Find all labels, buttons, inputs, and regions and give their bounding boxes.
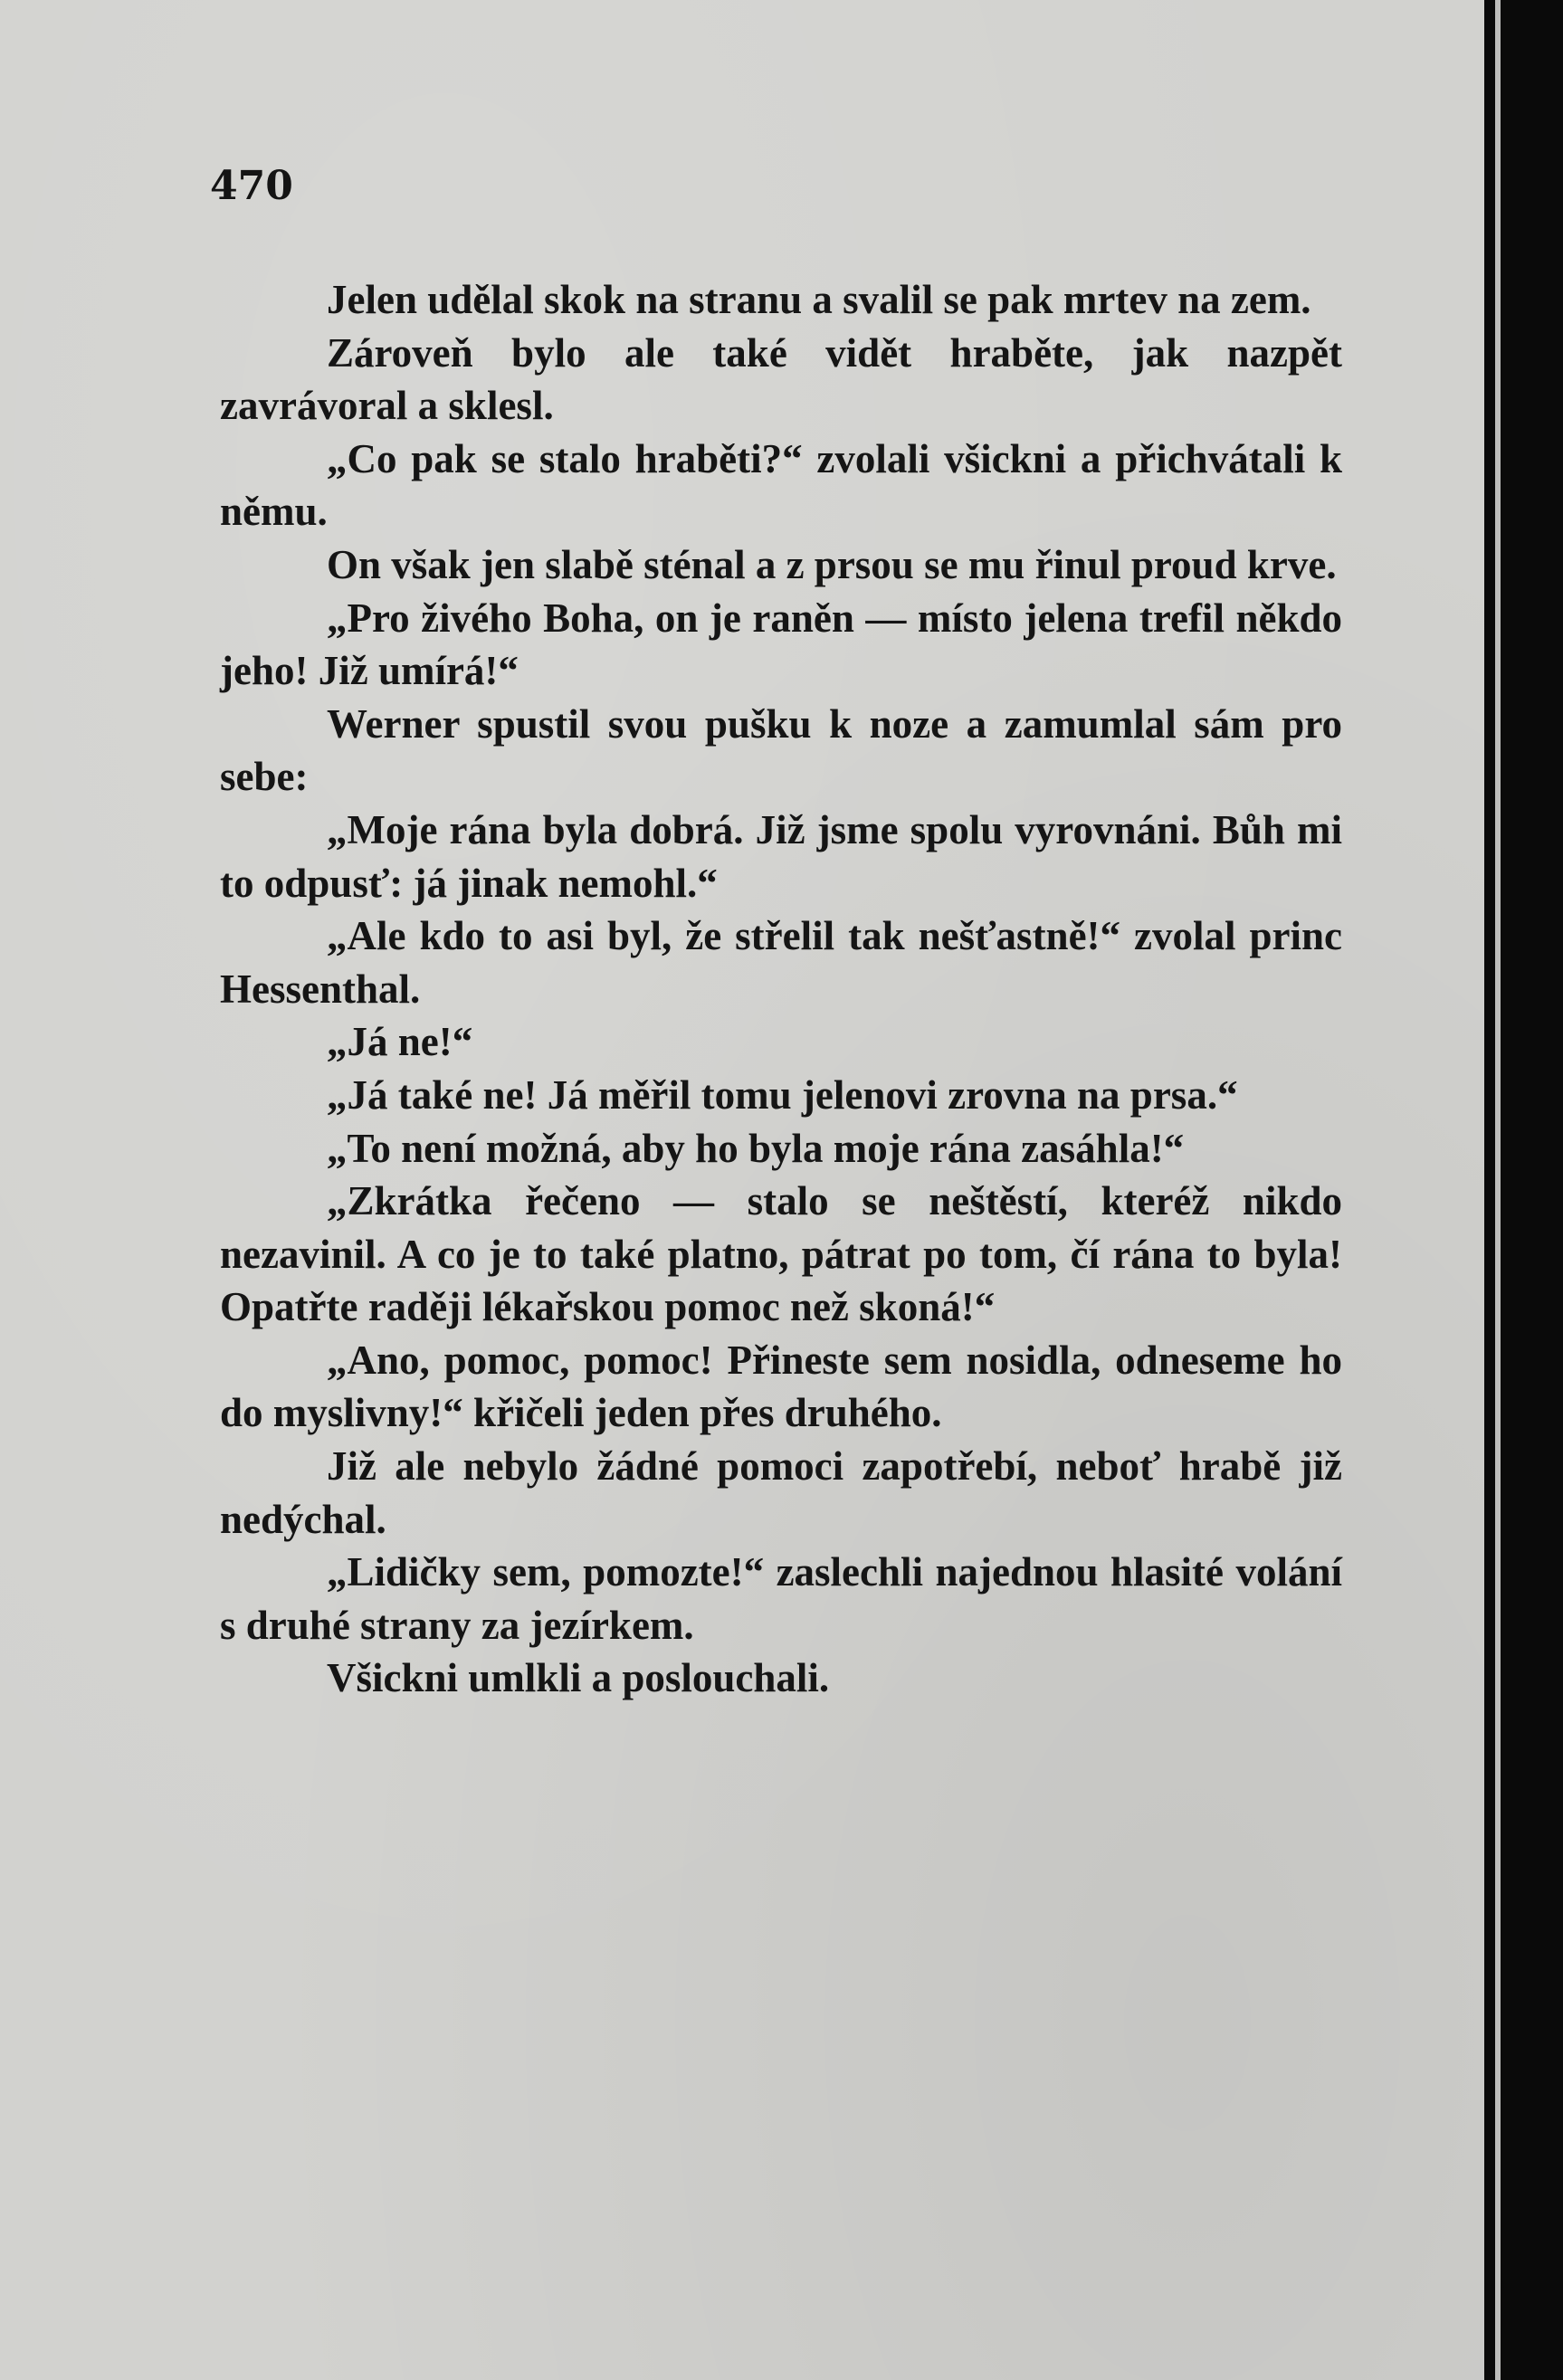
paragraph: „Moje rána byla dobrá. Již jsme spolu vyrovnáni. Bůh mi to odpusť: já jinak nemohl.“ <box>220 806 1342 906</box>
page-edge-line <box>1495 0 1501 2380</box>
paragraph: „Zkrátka řečeno — stalo se neštěstí, kteréž nikdo nezavinil. A co je to také platno, pátrat po tom, čí rána to byla! Opatřte raději lékařskou pomoc než skoná!“ <box>220 1178 1342 1330</box>
paragraph: „Lidičky sem, pomozte!“ zaslechli najednou hlasité volání s druhé strany za jezírkem. <box>220 1549 1342 1648</box>
paragraph: „Ale kdo to asi byl, že střelil tak nešťastně!“ zvolal princ Hessenthal. <box>220 913 1342 1012</box>
paragraph: „To není možná, aby ho byla moje rána zasáhla!“ <box>327 1125 1185 1171</box>
paragraph: „Já také ne! Já měřil tomu jelenovi zrovna na prsa.“ <box>327 1071 1238 1118</box>
paragraph: Werner spustil svou pušku k noze a zamumlal sám pro sebe: <box>220 700 1342 800</box>
paragraph: „Ano, pomoc, pomoc! Přineste sem nosidla, odneseme ho do myslivny!“ křičeli jeden přes druhého. <box>220 1337 1342 1436</box>
paragraph: Jelen udělal skok na stranu a svalil se pak mrtev na zem. <box>327 277 1311 322</box>
paragraph: Zároveň bylo ale také vidět hraběte, jak nazpět zavrávoral a sklesl. <box>220 329 1342 429</box>
paragraph: On však jen slabě sténal a z prsou se mu řinul proud krve. <box>327 541 1337 587</box>
paragraph: Všickni umlkli a poslouchali. <box>327 1655 830 1701</box>
paragraph: „Já ne!“ <box>327 1019 473 1065</box>
body-text <box>220 273 1342 1705</box>
paragraph: „Co pak se stalo hraběti?“ zvolali všickni a přichvátali k němu. <box>220 435 1342 535</box>
paragraph: Již ale nebylo žádné pomoci zapotřebí, neboť hrabě již nedýchal. <box>220 1443 1342 1542</box>
page-number: 470 <box>210 163 293 209</box>
paragraph: „Pro živého Boha, on je raněn — místo jelena trefil někdo jeho! Již umírá!“ <box>220 595 1342 694</box>
